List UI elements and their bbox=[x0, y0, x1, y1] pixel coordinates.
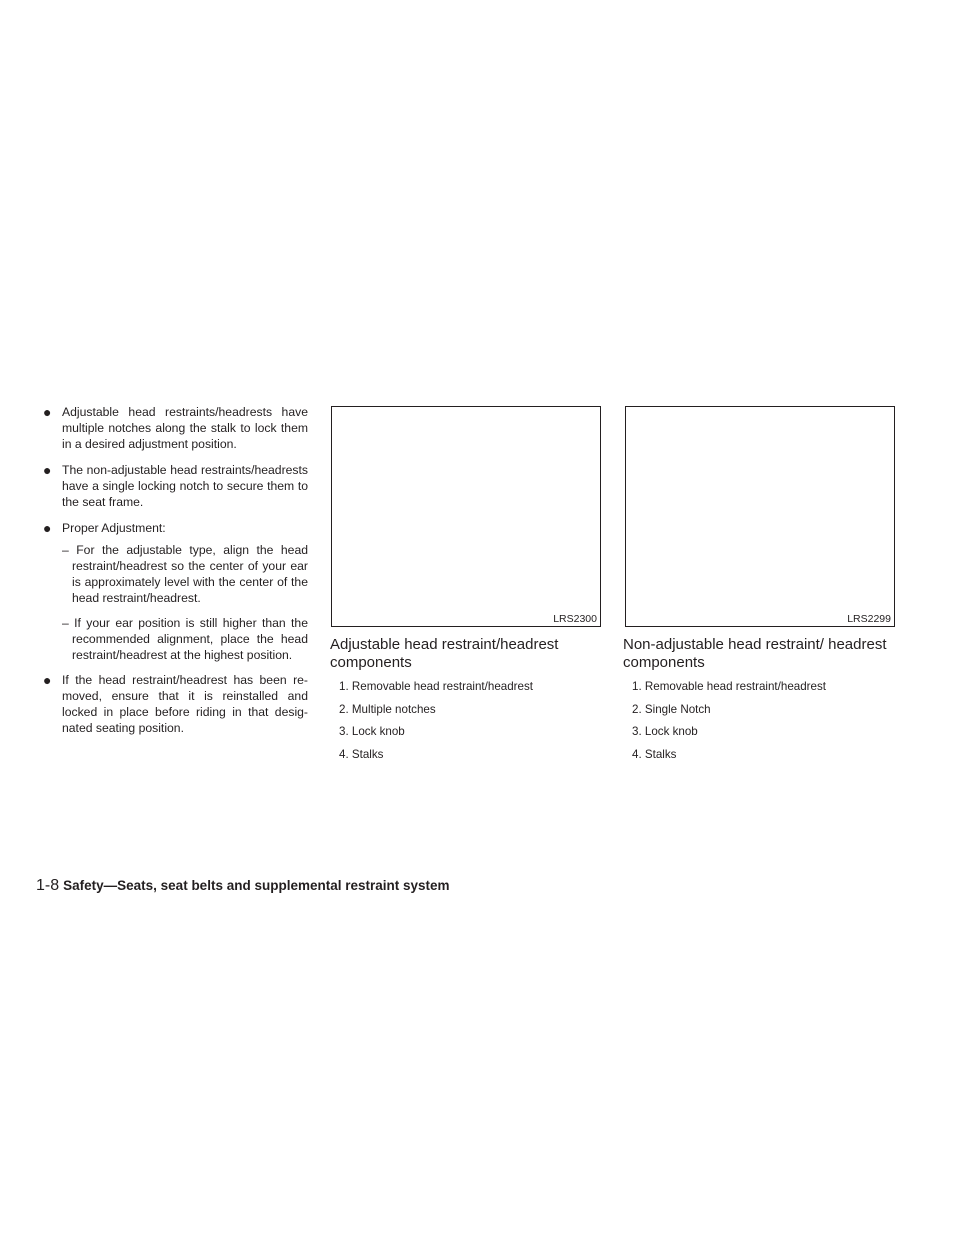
bullet-item bbox=[36, 462, 308, 510]
parts-list bbox=[339, 680, 599, 770]
list-item: 3. Lock knob bbox=[632, 725, 698, 738]
bullet-item bbox=[36, 672, 308, 736]
bullet-text: If the head restraint/headrest has been re-moved, ensure that it is reinstalled and locked in place before riding in that desig-nated seating position. bbox=[62, 673, 308, 735]
figure-caption: Non-adjustable head restraint/ headrest components bbox=[623, 636, 887, 671]
left-column bbox=[36, 404, 308, 746]
section-title: Safety—Seats, seat belts and supplemental restraint system bbox=[63, 878, 450, 893]
list-item: 1. Removable head restraint/headrest bbox=[339, 680, 533, 693]
list-item: 4. Stalks bbox=[632, 747, 677, 761]
bullet-icon: ● bbox=[43, 520, 52, 536]
list-item: 2. Multiple notches bbox=[339, 702, 436, 716]
dash-item: – If your ear position is still higher than the recommended alignment, place the head restraint/headrest at the highest position. bbox=[62, 616, 308, 662]
bullet-icon: ● bbox=[43, 462, 52, 478]
figure-non-adjustable-headrest bbox=[625, 406, 895, 627]
bullet-text: The non-adjustable head restraints/headrests have a single locking notch to secure them to the seat frame. bbox=[62, 463, 308, 509]
bullet-text: Adjustable head restraints/headrests have multiple notches along the stalk to lock them in a desired adjustment position. bbox=[62, 405, 308, 451]
bullet-icon: ● bbox=[43, 672, 52, 688]
bullet-text: Proper Adjustment: bbox=[62, 521, 166, 535]
list-item: 3. Lock knob bbox=[339, 725, 405, 738]
figure-adjustable-headrest bbox=[331, 406, 601, 627]
figure-caption: Adjustable head restraint/headrest components bbox=[330, 636, 559, 671]
bullet-item bbox=[36, 404, 308, 452]
page-number: 1-8 bbox=[36, 877, 60, 894]
page-footer bbox=[36, 876, 450, 896]
figure-code: LRS2300 bbox=[553, 613, 597, 625]
list-item: 1. Removable head restraint/headrest bbox=[632, 680, 826, 693]
figure-code: LRS2299 bbox=[847, 613, 891, 625]
list-item: 2. Single Notch bbox=[632, 702, 711, 716]
list-item: 4. Stalks bbox=[339, 747, 384, 761]
dash-item: – For the adjustable type, align the head restraint/headrest so the center of your ear is approximately level with the center of the head restraint/headrest. bbox=[62, 543, 308, 605]
parts-list bbox=[632, 680, 892, 770]
bullet-item bbox=[36, 520, 308, 536]
bullet-icon: ● bbox=[43, 404, 52, 420]
